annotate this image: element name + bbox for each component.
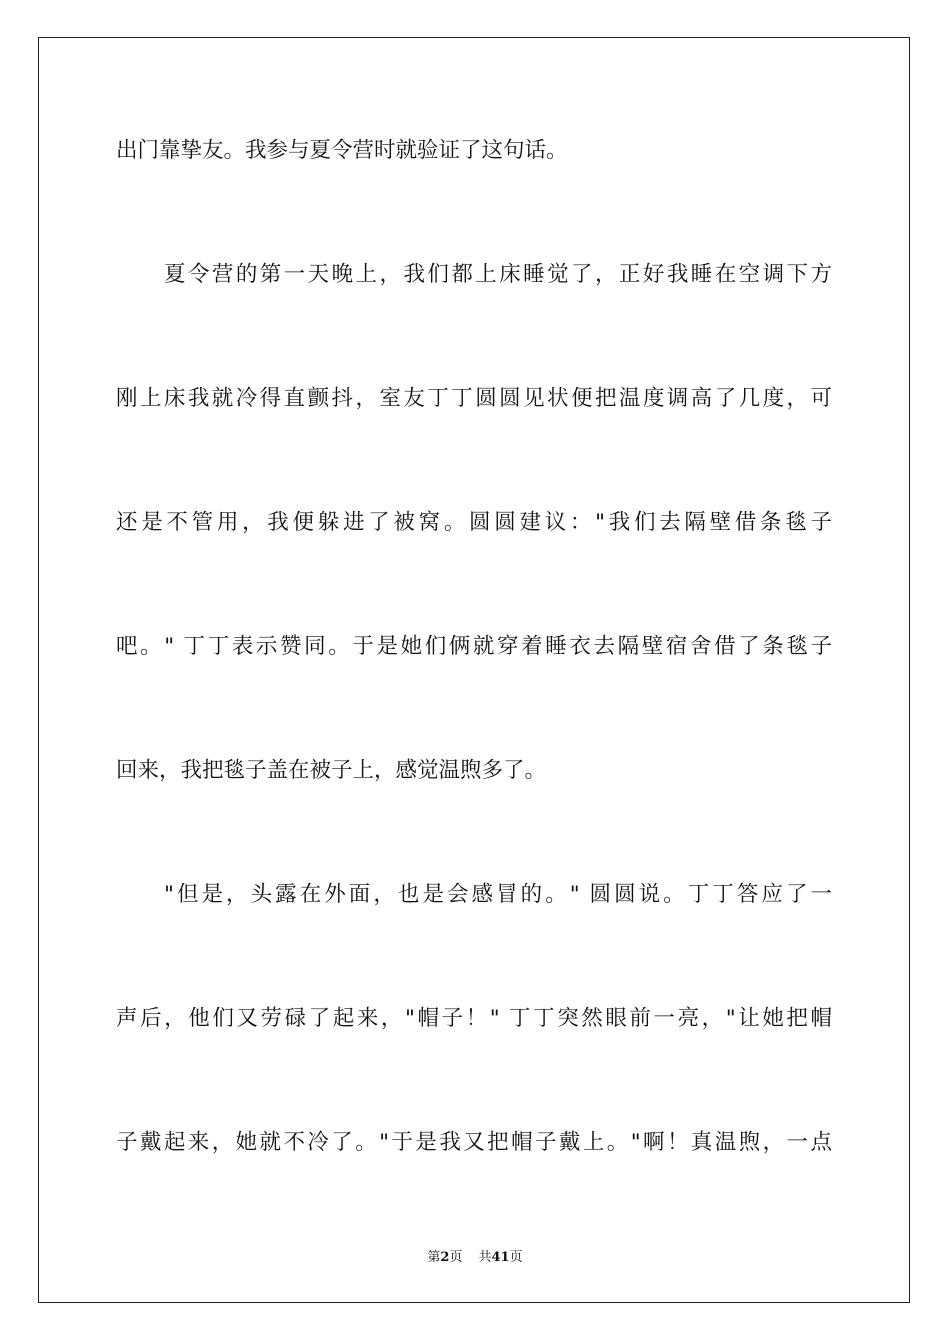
page-label-suffix: 页 <box>449 1250 463 1265</box>
paragraph-line-5: 吧。" 丁丁表示赞同。于是她们俩就穿着睡衣去隔壁宿舍借了条毯子 <box>116 634 832 659</box>
page-label-prefix: 第 <box>427 1250 441 1265</box>
paragraph-line-2: 夏令营的第一天晚上，我们都上床睡觉了，正好我睡在空调下方 <box>164 262 832 287</box>
paragraph-line-9: 子戴起来，她就不冷了。"于是我又把帽子戴上。"啊！真温煦，一点 <box>116 1130 832 1155</box>
paragraph-line-1: 出门靠挚友。我参与夏令营时就验证了这句话。 <box>116 138 568 163</box>
paragraph-line-7: "但是，头露在外面，也是会感冒的。" 圆圆说。丁丁答应了一 <box>164 882 832 907</box>
paragraph-line-4: 还是不管用，我便躲进了被窝。圆圆建议："我们去隔壁借条毯子 <box>116 510 832 535</box>
paragraph-line-8: 声后，他们又劳碌了起来，"帽子！" 丁丁突然眼前一亮，"让她把帽 <box>116 1006 832 1031</box>
page-number: 2 <box>440 1250 450 1265</box>
page-border <box>38 37 910 1303</box>
total-label-suffix: 页 <box>509 1250 523 1265</box>
total-pages: 41 <box>491 1250 510 1265</box>
page-footer <box>0 1246 950 1265</box>
total-label-prefix: 共 <box>478 1250 492 1265</box>
paragraph-line-3: 刚上床我就冷得直颤抖，室友丁丁圆圆见状便把温度调高了几度，可 <box>116 386 832 411</box>
paragraph-line-6: 回来，我把毯子盖在被子上，感觉温煦多了。 <box>116 758 547 783</box>
